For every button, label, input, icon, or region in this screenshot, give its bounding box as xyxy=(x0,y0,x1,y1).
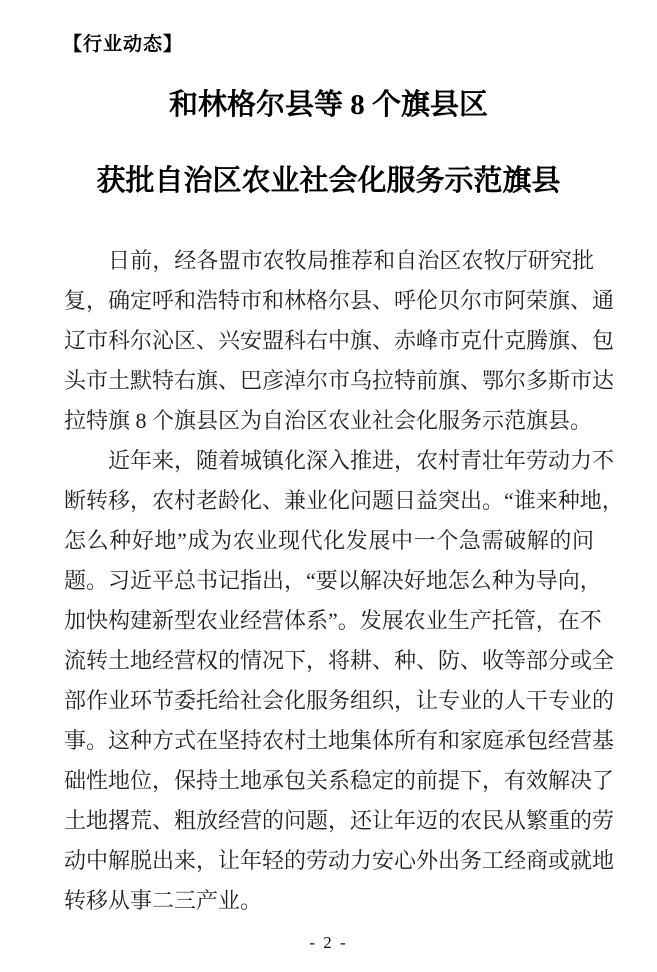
paragraph-2-line: 题。习近平总书记指出，“要以解决好地怎么种为导向， xyxy=(64,568,602,593)
paragraph-2-line: 转移从事二三产业。 xyxy=(64,888,263,913)
paragraph-2-line: 础性地位，保持土地承包关系稳定的前提下，有效解决了 xyxy=(64,768,615,793)
paragraph-2-line: 部作业环节委托给社会化服务组织，让专业的人干专业的 xyxy=(64,688,615,713)
paragraph-2-line: 断转移，农村老龄化、兼业化问题日益突出。“谁来种地， xyxy=(64,488,624,513)
paragraph-2-line: 土地撂荒、粗放经营的问题，还让年迈的农民从繁重的劳 xyxy=(64,808,615,833)
paragraph-2-line: 流转土地经营权的情况下，将耕、种、防、收等部分或全 xyxy=(64,648,615,673)
article-title-line-2: 获批自治区农业社会化服务示范旗县 xyxy=(96,165,561,197)
paragraph-1-line: 拉特旗 8 个旗县区为自治区农业社会化服务示范旗县。 xyxy=(64,408,593,433)
article-title xyxy=(0,90,657,196)
paragraph-2-line: 怎么种好地”成为农业现代化发展中一个急需破解的问 xyxy=(64,528,594,553)
article-title-line-1: 和林格尔县等 8 个旗县区 xyxy=(168,89,488,121)
paragraph-2-line: 近年来，随着城镇化深入推进，农村青壮年劳动力不 xyxy=(108,448,615,473)
section-label: 【行业动态】 xyxy=(63,34,184,55)
paragraph-2 xyxy=(64,441,624,921)
article-body xyxy=(64,241,624,921)
paragraph-1-line: 日前，经各盟市农牧局推荐和自治区农牧厅研究批 xyxy=(108,248,594,273)
paragraph-1-line: 复，确定呼和浩特市和林格尔县、呼伦贝尔市阿荣旗、通 xyxy=(64,288,615,313)
paragraph-2-line: 事。这种方式在坚持农村土地集体所有和家庭承包经营基 xyxy=(64,728,615,753)
paragraph-1 xyxy=(64,241,615,441)
paragraph-2-line: 动中解脱出来，让年轻的劳动力安心外出务工经商或就地 xyxy=(64,848,615,873)
page-number: - 2 - xyxy=(309,933,348,952)
paragraph-1-line: 头市土默特右旗、巴彦淖尔市乌拉特前旗、鄂尔多斯市达 xyxy=(64,368,615,393)
paragraph-2-line: 加快构建新型农业经营体系”。发展农业生产托管，在不 xyxy=(64,608,602,633)
paragraph-1-line: 辽市科尔沁区、兴安盟科右中旗、赤峰市克什克腾旗、包 xyxy=(64,328,615,353)
